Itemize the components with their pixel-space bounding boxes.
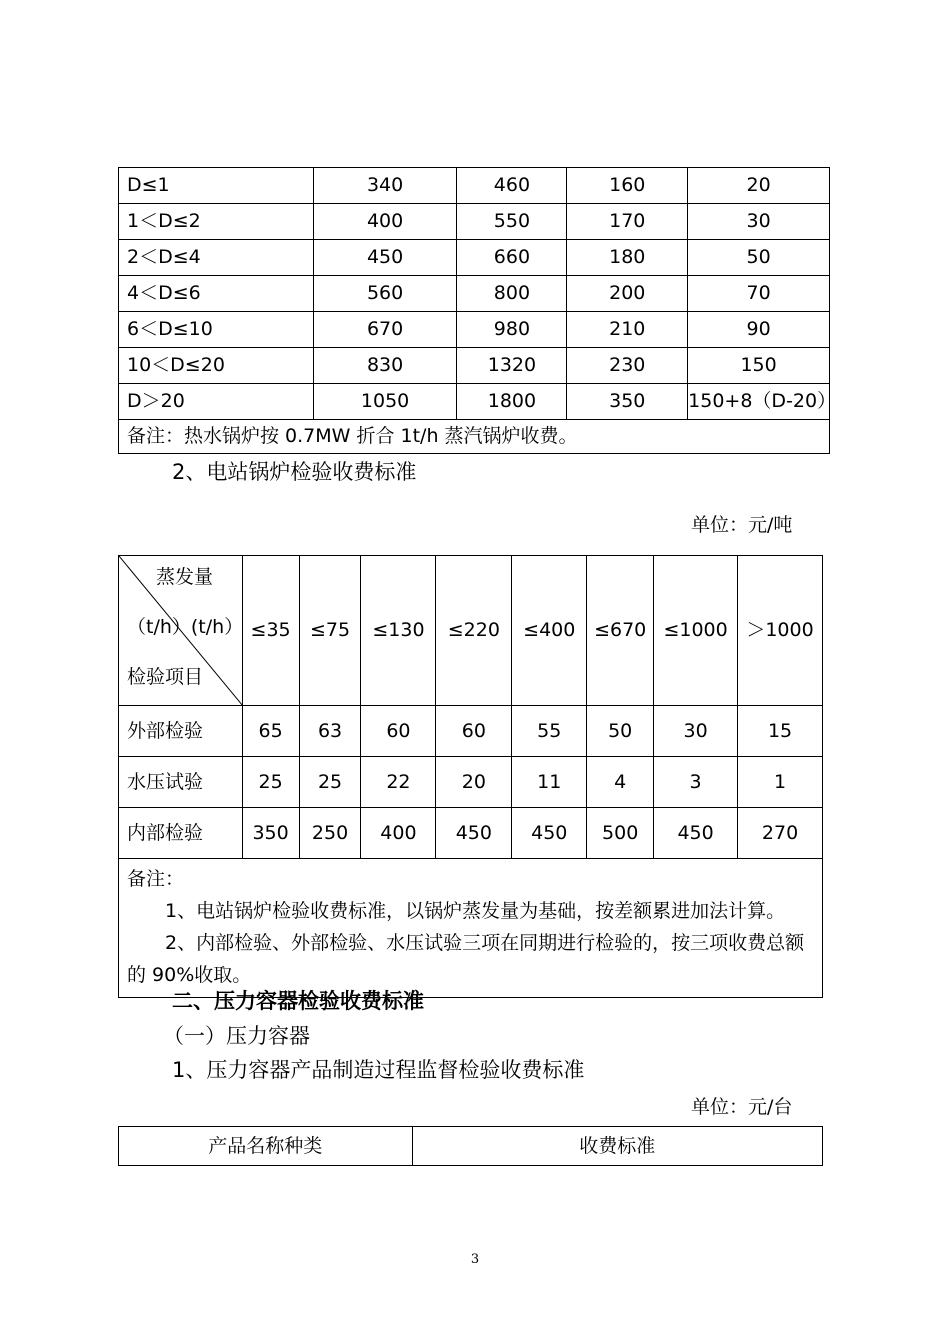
- table-cell: 1: [738, 757, 823, 808]
- table-cell: 30: [688, 204, 830, 240]
- table-row: [119, 240, 830, 276]
- header-evaporation-label: 蒸发量: [156, 566, 214, 588]
- table-cell: 25: [299, 757, 361, 808]
- pressure-vessel-fee-table: [118, 1126, 823, 1166]
- table-cell: 25: [242, 757, 299, 808]
- table-cell: 63: [299, 706, 361, 757]
- table-cell: 270: [738, 808, 823, 859]
- table-cell: 170: [567, 204, 688, 240]
- table-cell: 460: [457, 168, 567, 204]
- table-cell: 450: [512, 808, 587, 859]
- subheading-pressure-vessel: （一）压力容器: [163, 1024, 310, 1048]
- page-number: 3: [470, 1252, 480, 1267]
- column-header: 收费标准: [412, 1127, 822, 1166]
- note-item-2: 2、内部检验、外部检验、水压试验三项在同期进行检验的，按三项收费总额的 90%收取。: [127, 932, 805, 986]
- table-note-row: [119, 859, 823, 998]
- table-header-row: [119, 1127, 823, 1166]
- table-cell: 4: [587, 757, 654, 808]
- table-cell: D≤1: [119, 168, 314, 204]
- table-cell: 450: [654, 808, 738, 859]
- table-cell: 800: [457, 276, 567, 312]
- table-cell: 70: [688, 276, 830, 312]
- column-header: ≤400: [512, 556, 587, 706]
- table-cell: 340: [313, 168, 457, 204]
- table-cell: 350: [567, 384, 688, 420]
- table-cell: 30: [654, 706, 738, 757]
- table-cell: 160: [567, 168, 688, 204]
- table-cell: 450: [436, 808, 512, 859]
- column-header: ＞1000: [738, 556, 823, 706]
- table-cell: 980: [457, 312, 567, 348]
- header-item-label: 检验项目: [127, 666, 204, 688]
- table-cell: 1＜D≤2: [119, 204, 314, 240]
- table-cell: 180: [567, 240, 688, 276]
- note-title: 备注：: [127, 868, 185, 890]
- power-boiler-fee-table: [118, 555, 823, 998]
- table-cell: 1320: [457, 348, 567, 384]
- table-row: [119, 706, 823, 757]
- table-cell: 350: [242, 808, 299, 859]
- table-cell: 210: [567, 312, 688, 348]
- note-item-1: 1、电站锅炉检验收费标准，以锅炉蒸发量为基础，按差额累进加法计算。: [165, 900, 786, 922]
- column-header: ≤75: [299, 556, 361, 706]
- table-header-row: [119, 556, 823, 706]
- table-cell: 450: [313, 240, 457, 276]
- table-cell: 6＜D≤10: [119, 312, 314, 348]
- table-cell: 60: [361, 706, 436, 757]
- table-cell: 50: [587, 706, 654, 757]
- diagonal-header-cell: [119, 556, 243, 706]
- table-cell: 1800: [457, 384, 567, 420]
- table-cell: 550: [457, 204, 567, 240]
- table-row: [119, 348, 830, 384]
- table-row: [119, 168, 830, 204]
- column-header: 产品名称种类: [119, 1127, 413, 1166]
- table-cell: 830: [313, 348, 457, 384]
- table-cell: 230: [567, 348, 688, 384]
- column-header: ≤35: [242, 556, 299, 706]
- table-cell: 1050: [313, 384, 457, 420]
- table-cell: 400: [313, 204, 457, 240]
- column-header: ≤220: [436, 556, 512, 706]
- table-cell: 150+8（D-20）: [688, 384, 830, 420]
- table-cell: D＞20: [119, 384, 314, 420]
- table-note: 备注：热水锅炉按 0.7MW 折合 1t/h 蒸汽锅炉收费。: [119, 420, 830, 454]
- table-row: [119, 384, 830, 420]
- table-cell: 22: [361, 757, 436, 808]
- table-cell: 670: [313, 312, 457, 348]
- table-cell: 60: [436, 706, 512, 757]
- row-label: 外部检验: [119, 706, 243, 757]
- table-cell: 11: [512, 757, 587, 808]
- table-cell: 200: [567, 276, 688, 312]
- table-cell: 3: [654, 757, 738, 808]
- table-cell: 150: [688, 348, 830, 384]
- table-row: [119, 757, 823, 808]
- table-cell: 15: [738, 706, 823, 757]
- table-cell: 500: [587, 808, 654, 859]
- section-title: 1、压力容器产品制造过程监督检验收费标准: [172, 1058, 585, 1082]
- table-cell: 400: [361, 808, 436, 859]
- row-label: 水压试验: [119, 757, 243, 808]
- table-cell: 65: [242, 706, 299, 757]
- table-note-row: [119, 420, 830, 454]
- table-row: [119, 808, 823, 859]
- table-note: [119, 859, 823, 998]
- table-cell: 2＜D≤4: [119, 240, 314, 276]
- section-title: 2、电站锅炉检验收费标准: [172, 460, 417, 484]
- table-cell: 10＜D≤20: [119, 348, 314, 384]
- header-unit-label: （t/h）(t/h）: [127, 616, 244, 638]
- column-header: ≤130: [361, 556, 436, 706]
- table-cell: 250: [299, 808, 361, 859]
- unit-label: 单位：元/吨: [691, 514, 793, 536]
- table-row: [119, 276, 830, 312]
- table-cell: 4＜D≤6: [119, 276, 314, 312]
- column-header: ≤670: [587, 556, 654, 706]
- table-cell: 50: [688, 240, 830, 276]
- table-row: [119, 204, 830, 240]
- table-cell: 90: [688, 312, 830, 348]
- row-label: 内部检验: [119, 808, 243, 859]
- table-cell: 560: [313, 276, 457, 312]
- heading-pressure-vessel: 二、压力容器检验收费标准: [172, 989, 424, 1013]
- column-header: ≤1000: [654, 556, 738, 706]
- table-cell: 20: [688, 168, 830, 204]
- table-cell: 660: [457, 240, 567, 276]
- table-cell: 20: [436, 757, 512, 808]
- table-cell: 55: [512, 706, 587, 757]
- boiler-fee-table: [118, 167, 837, 454]
- table-row: [119, 312, 830, 348]
- unit-label: 单位：元/台: [691, 1096, 793, 1118]
